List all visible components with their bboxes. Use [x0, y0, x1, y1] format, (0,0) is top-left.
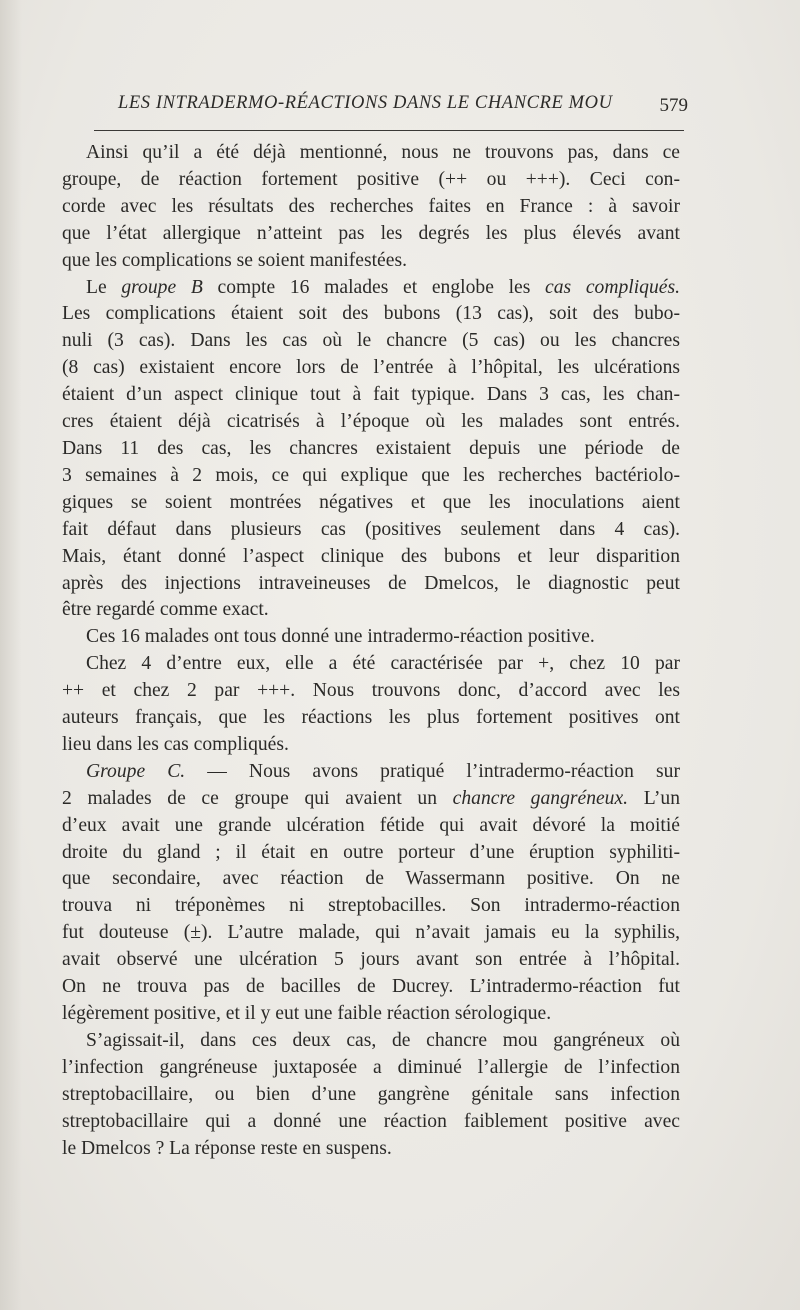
text-line: que les complications se soient manifestées.: [62, 249, 407, 271]
text-line: 3 semaines à 2 mois, ce qui explique que les recherches bactériolo-: [62, 464, 680, 486]
text-run: compte 16 malades et englobe les: [202, 276, 546, 298]
text-line: nuli (3 cas). Dans les cas où le chancre (5 cas) ou les chancres: [62, 330, 680, 352]
page-edge-shadow: [0, 0, 22, 1310]
page-number: 579: [659, 95, 688, 116]
text-line: auteurs français, que les réactions les plus fortement positives ont: [62, 707, 680, 729]
text-line: Dans 11 des cas, les chancres existaient depuis une période de: [62, 437, 680, 459]
text-line: [62, 786, 680, 813]
text-line: corde avec les résultats des recherches faites en France : à savoir: [62, 195, 680, 217]
text-line: légèrement positive, et il y eut une faible réaction sérologique.: [62, 1003, 552, 1024]
text-line: Chez 4 d’entre eux, elle a été caractérisée par +, chez 10 par: [86, 653, 680, 675]
text-line: que l’état allergique n’atteint pas les degrés les plus élevés avant: [62, 222, 680, 244]
text-line: fait défaut dans plusieurs cas (positives seulement dans 4 cas).: [62, 518, 680, 540]
paragraph-3: [62, 624, 680, 651]
italic-term-groupe-c: Groupe C.: [86, 760, 186, 782]
paragraph-6-end: [62, 1136, 680, 1163]
text-line: Mais, étant donné l’aspect clinique des bubons et leur disparition: [62, 545, 680, 567]
text-line: après des injections intraveineuses de Dmelcos, le diagnostic peut: [62, 572, 680, 594]
italic-term-groupe-b: groupe B: [121, 276, 203, 298]
paragraph-2-end: [62, 597, 680, 624]
text-line: que secondaire, avec réaction de Wassermann positive. On ne: [62, 868, 680, 890]
paragraph-4-end: [62, 732, 680, 759]
text-line: l’infection gangréneuse juxtaposée a diminué l’allergie de l’infection: [62, 1056, 680, 1078]
text-line: [62, 275, 680, 302]
paragraph-1-end: [62, 248, 680, 275]
paragraph-5: [62, 759, 680, 1001]
text-line: [62, 759, 680, 786]
running-head: [118, 93, 688, 119]
header-rule: [94, 130, 684, 131]
paragraph-1: [62, 140, 680, 248]
paragraph-5-end: [62, 1001, 680, 1028]
italic-term-cas-compliques: cas compliqués.: [545, 276, 680, 298]
text-line: On ne trouva pas de bacilles de Ducrey. L’intradermo-réaction fut: [62, 976, 680, 998]
paragraph-4: [62, 651, 680, 732]
text-line: étaient d’un aspect clinique tout à fait typique. Dans 3 cas, les chan-: [62, 384, 680, 406]
paragraph-2: [62, 275, 680, 598]
text-line: giques se soient montrées négatives et que les inoculations aient: [62, 491, 680, 513]
paragraph-6: [62, 1028, 680, 1136]
text-line: lieu dans les cas compliqués.: [62, 733, 289, 755]
text-line: S’agissait-il, dans ces deux cas, de chancre mou gangréneux où: [86, 1029, 680, 1051]
text-line: Ces 16 malades ont tous donné une intradermo-réaction positive.: [86, 626, 595, 648]
text-line: avait observé une ulcération 5 jours avant son entrée à l’hôpital.: [62, 949, 680, 971]
text-line: Ainsi qu’il a été déjà mentionné, nous ne trouvons pas, dans ce: [86, 142, 680, 163]
text-line: trouva ni tréponèmes ni streptobacilles. Son intradermo-réaction: [62, 895, 680, 917]
text-line: le Dmelcos ? La réponse reste en suspens.: [62, 1137, 392, 1159]
text-run: — Nous avons pratiqué l’intradermo-réaction sur: [185, 760, 680, 782]
text-line: fut douteuse (±). L’autre malade, qui n’avait jamais eu la syphilis,: [62, 922, 680, 944]
text-line: streptobacillaire, ou bien d’une gangrène génitale sans infection: [62, 1083, 680, 1105]
text-line: groupe, de réaction fortement positive (++ ou +++). Ceci con-: [62, 168, 680, 190]
text-line: être regardé comme exact.: [62, 599, 269, 621]
running-title: LES INTRADERMO-RÉACTIONS DANS LE CHANCRE MOU: [118, 93, 613, 113]
text-line: d’eux avait une grande ulcération fétide qui avait dévoré la moitié: [62, 814, 680, 836]
italic-term-chancre-gangreneux: chancre gangréneux.: [452, 787, 629, 809]
text-run: L’un: [628, 787, 681, 809]
text-line: droite du gland ; il était en outre porteur d’une éruption syphiliti-: [62, 841, 680, 863]
text-line: Les complications étaient soit des bubons (13 cas), soit des bubo-: [62, 303, 680, 325]
text-line: streptobacillaire qui a donné une réaction faiblement positive avec: [62, 1110, 680, 1132]
text-line: cres étaient déjà cicatrisés à l’époque où les malades sont entrés.: [62, 411, 680, 433]
text-run: Le: [86, 276, 122, 298]
text-run: 2 malades de ce groupe qui avaient un: [62, 787, 453, 809]
text-line: ++ et chez 2 par +++. Nous trouvons donc, d’accord avec les: [62, 680, 680, 702]
text-line: (8 cas) existaient encore lors de l’entrée à l’hôpital, les ulcérations: [62, 357, 680, 379]
body-text: [62, 140, 680, 1162]
